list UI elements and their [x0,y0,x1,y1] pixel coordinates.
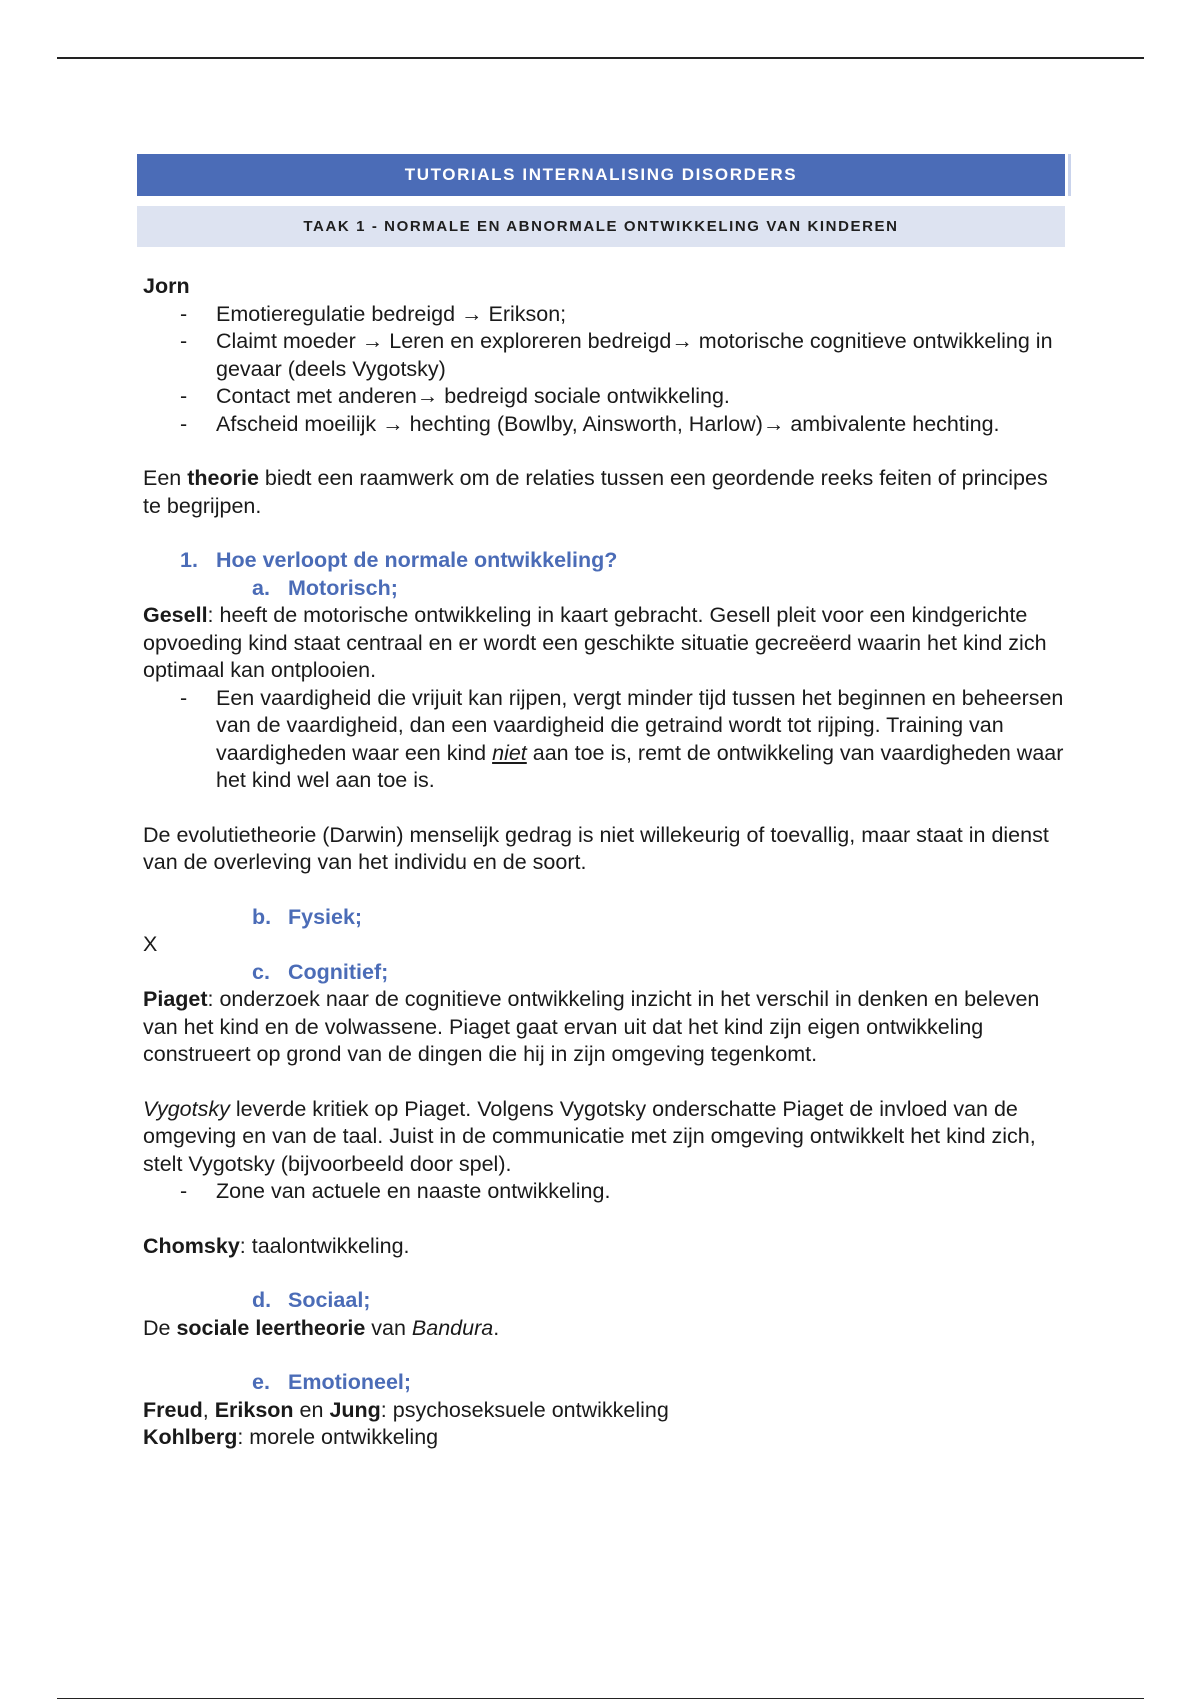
list-item: - Een vaardigheid die vrijuit kan rijpen, vergt minder tijd tussen het beginnen en beheersen van de vaardigheid, dan een vaardigheid die getraind wordt tot rijping. Training van vaardigheden waar een kind niet aan toe is, remt de ontwikkeling van vaardigheden waar het kind wel aan toe is. [143,685,1068,795]
sociaal-paragraph: De sociale leertheorie van Bandura. [143,1315,500,1340]
piaget-paragraph: Piaget: onderzoek naar de cognitieve ontwikkeling inzicht in het verschil in denken en beleven van het kind en de volwassene. Piaget gaat ervan uit dat het kind zijn eigen ontwikkeling construeert op grond van de dingen die hij in zijn omgeving tegenkomt. [143,987,1040,1066]
list-item: - Contact met anderen→ bedreigd sociale ontwikkeling. [143,383,1068,411]
vygotsky-paragraph: Vygotsky leverde kritiek op Piaget. Volgens Vygotsky onderschatte Piaget de invloed van de omgeving en van de taal. Juist in de communicatie met zijn omgeving ontwikkelt het kind zich, stelt Vygotsky (bijvoorbeeld door spel). [143,1096,1036,1176]
subsection-heading-fysiek: b. Fysiek; [252,904,363,929]
gesell-paragraph: Gesell: heeft de motorische ontwikkeling in kaart gebracht. Gesell pleit voor een kindgerichte opvoeding kind staat centraal en er wordt een geschikte situatie gecreëerd waarin het kind zich optimaal kan ontplooien. [143,603,1047,682]
bottom-rule [57,1698,1144,1699]
list-item: - Afscheid moeilijk → hechting (Bowlby, Ainsworth, Harlow)→ ambivalente hechting. [143,411,1068,439]
motorisch-list [143,685,1068,795]
kohlberg-paragraph: Kohlberg: morele ontwikkeling [143,1425,439,1449]
document-title-banner [137,154,1068,196]
theory-term: theorie [187,466,259,490]
case-list [143,301,1068,439]
subsection-heading-emotioneel: e. Emotioneel; [252,1370,412,1394]
fysiek-text: X [143,932,158,956]
list-item: - Zone van actuele en naaste ontwikkeling. [143,1178,1068,1206]
document-title: TUTORIALS INTERNALISING DISORDERS [404,165,798,184]
document-subtitle: TAAK 1 - NORMALE EN ABNORMALE ONTWIKKELING VAN KINDEREN [303,218,899,235]
emphasis-niet: niet [492,740,527,765]
case-name: Jorn [143,274,190,298]
section-heading: 1. Hoe verloopt de normale ontwikkeling? [180,548,618,572]
list-item: - Claimt moeder → Leren en exploreren bedreigd→ motorische cognitieve ontwikkeling in gevaar (deels Vygotsky) [143,328,1068,383]
chomsky-paragraph: Chomsky: taalontwikkeling. [143,1233,410,1258]
subsection-heading-motorisch: a. Motorisch; [252,575,398,600]
document-subtitle-banner [137,206,1065,247]
darwin-paragraph: De evolutietheorie (Darwin) menselijk gedrag is niet willekeurig of toevallig, maar staat in dienst van de overleving van het individu en de soort. [143,822,1049,874]
theory-paragraph: Een theorie biedt een raamwerk om de relaties tussen een geordende reeks feiten of principes te begrijpen. [143,466,1048,518]
top-rule [57,57,1144,59]
freud-paragraph: Freud, Erikson en Jung: psychoseksuele ontwikkeling [143,1397,669,1422]
subsection-heading-cognitief: c. Cognitief; [252,959,389,984]
list-item: - Emotieregulatie bedreigd → Erikson; [143,301,1068,329]
subsection-heading-sociaal: d. Sociaal; [252,1288,371,1312]
cognitief-list [143,1178,1068,1206]
document-body [143,273,1068,1452]
